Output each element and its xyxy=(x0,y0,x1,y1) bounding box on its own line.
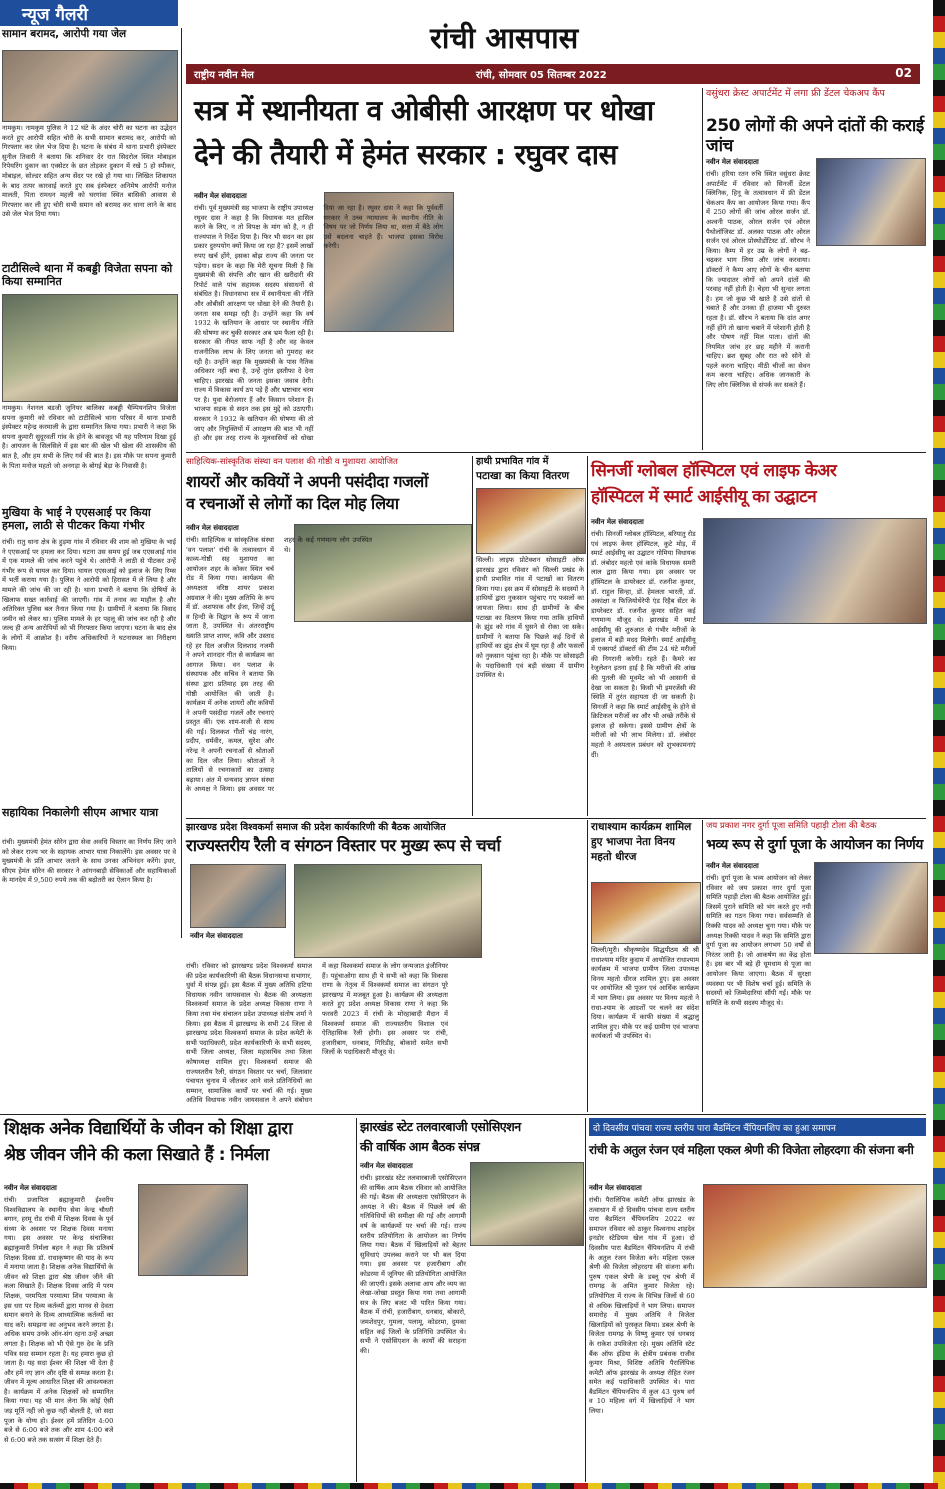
dental-story xyxy=(706,88,926,450)
radhashyam-body: सिल्ली/मुरी। श्रीकृष्णदेव सिद्धपीठम श्री श्री राधाश्याम मंदिर कुदाम में आयोजित राधाश्याम कार्यक्रम में भाजपा ग्रामीण जिला उपाध्यक्ष विनय महतो धीरज शामिल हुए। इस अवसर पर आयोजित श्री पूजन एवं आर्थिक कार्यक्रम में भाग लिया। इस अवसर पर विनय महतो ने राधा-श्याम के आदर्शों पर चलने का संदेश दिया। कार्यक्रम में काफी संख्या में श्रद्धालु शामिल हुए। मौके पर कई ग्रामीण एवं भाजपा कार्यकर्ता भी उपस्थित थे। xyxy=(591,946,699,1041)
dateline: रांची, सोमवार 05 सितम्बर 2022 xyxy=(476,70,607,81)
lead-byline: नवीन मेल संवाददाता xyxy=(194,192,247,200)
story-sahayika-title: सहायिका निकालेगी सीएम आभार यात्रा xyxy=(2,806,159,819)
poetry-headline-line2: व रचनाओं से लोगों का दिल मोह लिया xyxy=(186,494,399,513)
story-kabaddi-photo xyxy=(2,294,178,402)
right-color-strip xyxy=(933,0,945,1483)
story-kabaddi-title: टाटीसिल्वे थाना में कबड्डी विजेता सपना को किया सम्मानित xyxy=(2,262,173,288)
brand-label: राष्ट्रीय नवीन मेल xyxy=(194,70,254,81)
news-gallery-label: न्यूज गैलरी xyxy=(22,5,88,25)
story-asi-title: मुखिया के भाई ने एएसआई पर किया हमला, लाठी से पीटकर किया गंभीर xyxy=(2,506,151,532)
news-gallery-banner xyxy=(0,0,178,26)
radhashyam-story xyxy=(591,820,699,1112)
radhashyam-divider xyxy=(587,820,588,1112)
page-number: 02 xyxy=(895,66,912,80)
vishwakarma-kicker: झारखण्ड प्रदेश विश्वकर्मा समाज की प्रदेश कार्यकारिणी की बैठक आयोजित xyxy=(186,822,446,833)
fencing-byline: नवीन मेल संवाददाता xyxy=(360,1162,413,1170)
vishwakarma-photo xyxy=(190,864,286,928)
badminton-byline: नवीन मेल संवाददाता xyxy=(589,1184,642,1192)
row2-divider xyxy=(186,818,926,819)
hospital-divider xyxy=(587,456,588,816)
durga-byline: नवीन मेल संवाददाता xyxy=(706,862,759,870)
poetry-story xyxy=(186,456,470,816)
teacher-byline: नवीन मेल संवाददाता xyxy=(4,1184,57,1192)
fencing-headline-line1: झारखंड स्टेट तलवारबाजी एसोसिएशन xyxy=(360,1119,521,1134)
badminton-body: रांची। पैरालिंपिक कमेटी ऑफ झारखंड के तत्वाधान में दो दिवसीय पांचवा राज्य स्तरीय पारा बैडमिंटन चैंपियनशिप 2022 का समापन रविवार को ठाकुर विश्वनाथ शाहदेव इनडोर स्टेडियम खेल गांव में हुआ। दो दिवसीय पारा बैडमिंटन चैंपियनशिप में रांची के अतुल रंजन विजेता बने। महिला एकल श्रेणी की विजेता लोहरदगा की संजना बनी। पुरुष एकल श्रेणी के डब्लू एच श्रेणी में रामगढ़ के अमित कुमार विजेता रहे। प्रतियोगिता में राज्य के विभिन्न जिलों से 60 से अधिक खिलाड़ियों ने भाग लिया। समापन समारोह में मुख्य अतिथि ने विजेता खिलाड़ियों को पुरस्कृत किया। डबल श्रेणी के विजेता रामगढ़ के विष्णु कुमार एवं धनबाद के राकेश उपविजेता रहे। मुख्य अतिथि स्टेट बैंक ऑफ इंडिया के क्षेत्रीय प्रबंधक राजीव कुमार मिश्रा, विशिष्ट अतिथि पैरालिंपिक कमेटी ऑफ झारखंड के अध्यक्ष रोहित रंजन समेत कई पदाधिकारी उपस्थित थे। पारा बैडमिंटन चैंपियनशिप में कुल 43 पुरुष वर्ग व 10 महिला वर्ग में खिलाड़ियों ने भाग लिया। xyxy=(589,1196,695,1416)
lead-headline-line2: देने की तैयारी में हेमंत सरकार : रघुवर दास xyxy=(194,138,617,171)
vishwakarma-headline: राज्यस्तरीय रैली व संगठन विस्तार पर मुख्य रूप से चर्चा xyxy=(186,836,501,855)
story-asi-body: रांची। रातु थाना क्षेत्र के हुड़मा गांव में रविवार की शाम को मुखिया के भाई ने एएसआई पर हमला कर दिया। घटना उस समय हुई जब एएसआई गांव में एक मामले की जांच करने पहुंचे थे। आरोपी ने लाठी से पीटकर उन्हें गंभीर रूप से घायल कर दिया। घायल एएसआई को इलाज के लिए रिम्स में भर्ती कराया गया है। पुलिस ने आरोपी को हिरासत में ले लिया है और मामले की जांच की जा रही है। थाना प्रभारी ने बताया कि दोषियों के खिलाफ सख्त कार्रवाई की जाएगी। गांव में तनाव का माहौल है और अतिरिक्त पुलिस बल तैनात किया गया है। ग्रामीणों ने बताया कि विवाद जमीन को लेकर था। पुलिस मामले के हर पहलू की जांच कर रही है और जल्द ही अन्य आरोपियों को भी गिरफ्तार किया जाएगा। घटना के बाद क्षेत्र के लोगों में आक्रोश है। वरीय अधिकारियों ने घटनास्थल का निरीक्षण किया। xyxy=(2,538,176,652)
vishwakarma-body: रांची। रविवार को झारखण्ड प्रदेश विश्वकर्मा समाज की प्रदेश कार्यकारिणी की बैठक विधानसभा सभागार, धुर्वा में संपन्न हुई। इस बैठक में मुख्य अतिथि हटिया विधायक नवीन जायसवाल थे। बैठक की अध्यक्षता विश्वकर्मा समाज के प्रदेश अध्यक्ष विकास राणा ने किया तथा मंच संचालन प्रदेश उपाध्यक्ष संतोष शर्मा ने किया। इस बैठक में झारखण्ड के सभी 24 जिला से झारखण्ड प्रदेश विश्वकर्मा समाज के प्रदेश कमेटी के सभी पदाधिकारी, प्रदेश कार्यकारिणी के सभी सदस्य, सभी जिला अध्यक्ष, जिला महासचिव तथा जिला कोषाध्यक्ष शामिल हुए। विश्वकर्मा समाज की राज्यस्तरीय रैली, संगठन विस्तार पर चर्चा, जिलावार पंचायत चुनाव में जीतकर आने वाले प्रतिनिधियों का सम्मान, सामाजिक कार्यों पर चर्चा की गई। मुख्य अतिथि विधायक नवीन जायसवाल ने अपने संबोधन में कहा विश्वकर्मा समाज के लोग जन्मजात इंजीनियर हैं। पहुंचाओगा साथ ही ये सभी को कहा कि विकास राणा के नेतृत्व में विश्वकर्मा समाज का संगठन पूरे झारखण्ड में मजबूत हुआ है। कार्यक्रम की अध्यक्षता करते हुए प्रदेश अध्यक्ष विकास राणा ने कहा कि फरवरी 2023 में रांची के मोरहाबादी मैदान में विश्वकर्मा समाज की राज्यस्तरीय विशाल एवं ऐतिहासिक रैली होगी। इस अवसर पर रांची, हजारीबाग, धनबाद, गिरिडीह, बोकारो समेत सभी जिलों के पदाधिकारी मौजूद थे। xyxy=(186,962,448,1105)
radhashyam-headline: राधाश्याम कार्यक्रम शामिल हुए भाजपा नेता विनय महतो धीरज xyxy=(591,821,692,863)
lead-body: रांची। पूर्व मुख्यमंत्री सह भाजपा के राष्ट्रीय उपाध्यक्ष रघुवर दास ने कहा है कि विधायक मत हासिल करने के लिए, न तो विपक्ष के मांग को है, न ही राज्यपाल ने निर्देश दिया है। फिर भी सदन का इस प्रकार दुरुपयोग क्यों किया जा रहा है? इसमें लाखों रुपए खर्च होंगे, इसका बोझ राज्य की जनता पर पड़ेगा। सदन के कहा कि मेरी सूचना मिली है कि मुख्यमंत्री की संपत्ति और खान की खरीदारी की रिपोर्ट वाले पांच सहायक सदस्य संसाधनों से संबंधित है। विधानसभा सत्र में स्थानीयता की नीति और ओबीसी आरक्षण पर धोखा देने की तैयारी है। जनता सब समझ रही है। उन्होंने कहा कि वर्ष 1932 के खतियान के आधार पर स्थानीय नीति की घोषणा कर चुकी सरकार अब भ्रम फैला रही है। सरकार की नीयत साफ नहीं है और वह केवल राजनीतिक लाभ के लिए जनता को गुमराह कर रही है। उन्होंने कहा कि मुख्यमंत्री के पास नैतिक अधिकार नहीं बचा है, उन्हें तुरंत इस्तीफा दे देना चाहिए। झारखंड की जनता इसका जवाब देगी। राज्य में विकास कार्य ठप पड़े हैं और भ्रष्टाचार चरम पर है। युवा बेरोजगार हैं और किसान परेशान हैं। भाजपा सड़क से सदन तक इस मुद्दे को उठाएगी। सरकार ने 1932 के खतियान की घोषणा की तो जाए और नियुक्तियों में आरक्षण की बात भी नहीं हो और इस तरह राज्य के मूलवासियों को धोखा दिया जा रहा है। रघुवर दास ने कहा कि पूर्ववर्ती सरकार ने उच्च न्यायालय के स्थानीय नीति के विषय पर जो निर्णय लिया था, सत्ता में बैठे लोग उसे बदलना चाहते हैं। भाजपा इसका विरोध करेगी। xyxy=(194,204,443,443)
hospital-headline-line1: सिनर्जी ग्लोबल हॉस्पिटल एवं लाइफ केअर xyxy=(591,461,837,481)
dental-divider xyxy=(702,88,703,450)
elephant-kicker: हाथी प्रभावित गांव में xyxy=(476,456,549,467)
durga-body: रांची। दुर्गा पूजा के भव्य आयोजन को लेकर रविवार को जय प्रकाश नगर दुर्गा पूजा समिति पहाड़ी टोला की बैठक आयोजित हुई। जिसमें पुराने समिति को भंग करते हुए नयी समिति का गठन किया गया। सर्वसम्मति से रिक्की यादव को अध्यक्ष चुना गया। मौके पर अध्यक्ष रिक्की यादव ने कहा कि समिति द्वारा दुर्गा पूजा का आयोजन लगभग 50 वर्षों से निरंतर जारी है। जो आकर्षण का केंद्र होता है। इस बार भी बड़े ही धूमधाम से पूजा का आयोजन किया जाएगा। बैठक में सुरक्षा व्यवस्था पर भी विशेष चर्चा हुई। समिति के सदस्यों को जिम्मेदारियां सौंपी गईं। मौके पर समिति के सभी सदस्य मौजूद थे। xyxy=(706,874,811,1007)
elephant-photo xyxy=(476,488,586,554)
story-sahayika-body: रांची। मुख्यमंत्री हेमंत सोरेन द्वारा सेवा अवधि विस्तार का निर्णय लिए जाने को लेकर राज्य भर के सहायक आभार यात्रा निकालेंगे। इस अवसर पर वे मुख्यमंत्री के प्रति आभार जताने के साथ उनका अभिनंदन करेंगे। इधर, सीएम हेमंत सोरेन की सरकार ने आंगनबाड़ी सेविकाओं और सहायिकाओं के मानदेय में 9,500 रुपये तक की बढ़ोतरी का ऐलान किया है। xyxy=(2,838,176,885)
badminton-headline: रांची के अतुल रंजन एवं महिला एकल श्रेणी की विजेता लोहरदगा की संजना बनी xyxy=(589,1143,914,1157)
fencing-divider xyxy=(356,1118,357,1482)
header-bar xyxy=(186,64,920,84)
dental-kicker: वसुंधरा क्रेस्ट अपार्टमेंट में लगा फ्री डेंटल चेकअप कैंप xyxy=(706,88,885,99)
hospital-byline: नवीन मेल संवाददाता xyxy=(591,518,644,526)
teacher-body: रांची। प्रजापिता ब्रह्माकुमारी ईश्वरीय विश्वविद्यालय के स्थानीय सेवा केन्द्र चौधरी बगान, हरमू रोड रांची में शिक्षक दिवस के पूर्व संध्या के अवसर पर शिक्षक दिवस मनाया गया। इस अवसर पर केन्द्र संचालिका ब्रह्माकुमारी निर्मला बहन ने कहा कि प्रतिवर्ष शिक्षक दिवस डॉ. राधाकृष्णन की याद के रूप में मनाया जाता है। शिक्षक अनेक विद्यार्थियों के जीवन को शिक्षा द्वारा श्रेष्ठ जीवन जीने की कला सिखाते हैं। शिक्षक दिवस आदि में परम शिक्षक, परमपिता परमात्मा शिव परमात्मा के इस धरा पर दिव्य कर्तव्यों द्वारा मानव से देवता समान बनाने के दिव्य आध्यात्मिक कर्तव्यों का याद करें। समझना का अनुभव करने लगता है। अधिक समय उनके ऑन-संग रहना उन्हें अच्छा लगता है। शिक्षक को भी ऐसे गुरु देव के प्रति पवित्र सदा सम्मान रहता है। यह हमारा कुछ हो जाता है। यह सदा ईश्वर की शिक्षा भी देता है और हमें नए ज्ञान और दृष्टि से सम्पन्न करता है। जीवन में मूल्य आधारित शिक्षा की आवश्यकता है। कार्यक्रम में अनेक शिक्षकों को सम्मानित किया गया। यह भी मान लेना कि कोई ऐसी जड़ मूर्ति नहीं जो कुछ नहीं बोलती है, जो सदा पूजा के योग्य हो। ईश्वर हमें प्रतिदिन 4:00 बजे से 6:00 बजे तक और शाम 4:00 बजे से 6:00 बजे तक सत्संग में शिक्षा देते हैं। xyxy=(4,1196,114,1444)
left-column xyxy=(0,28,178,938)
bottom-color-strip xyxy=(0,1483,945,1489)
teacher-headline-line2: श्रेष्ठ जीवन जीने की कला सिखाते हैं : निर्मला xyxy=(4,1145,269,1165)
fencing-headline-line2: की वार्षिक आम बैठक संपन्न xyxy=(360,1139,480,1154)
story-theft-body: नामकुम। नामकुम पुलिस ने 12 घंटे के अंदर चोरी का घटना का उद्भेदन करते हुए आरोपी सहित चोरी के सभी सामान बरामद कर, आरोपी को गिरफ्तार कर जेल भेज दिया है। घटना के संबंध में थाना प्रभारी इंस्पेक्टर सुनील तिवारी ने बताया कि शनिवार देर रात सिदरोल स्थित मोबाइल रिपेयरिंग दुकान का एक्सेटर के छत तोड़कर दुकान में रखे 5 हो स्पीकर, मोबाइल, सोल्डर सहित अन्य सेंदर पर रखे हो गया था। लिखित शिकायत के बाद तत्पर कारवाई करते हुए सब इंस्पेक्टर अनिमेष आरोपी मनोज मालती, पिता रामधन महली को घरगांवा स्थित बासिकी आवास से गिरफ्तार कर ली हुए चोरी सभी समान को बरामद कर थाना लाने के बाद उसे जेल भेज दिया गया। xyxy=(2,124,176,219)
badminton-divider xyxy=(585,1118,586,1482)
row3-divider xyxy=(0,1114,926,1115)
badminton-kicker: दो दिवसीय पांचवा राज्य स्तरीय पारा बैडमिंटन चैंपियनशिप का हुआ समापन xyxy=(593,1124,836,1134)
hospital-headline-line2: हॉस्पिटल में स्मार्ट आईसीयू का उद्घाटन xyxy=(591,487,817,507)
lead-story xyxy=(186,88,702,450)
story-theft-photo xyxy=(2,50,178,122)
left-column-divider xyxy=(181,28,182,938)
teacher-story xyxy=(0,1118,354,1482)
fencing-story xyxy=(360,1118,582,1482)
teacher-headline-line1: शिक्षक अनेक विद्यार्थियों के जीवन को शिक्षा द्वारा xyxy=(4,1119,293,1139)
durga-divider xyxy=(702,820,703,1112)
section-title: रांची आसपास xyxy=(430,21,579,55)
durga-kicker: जय प्रकाश नगर दुर्गा पूजा समिति पहाड़ी टोला की बैठक xyxy=(706,821,877,831)
badminton-story xyxy=(589,1118,926,1482)
poetry-headline-line1: शायरों और कवियों ने अपनी पसंदीदा गजलों xyxy=(186,472,428,491)
lead-headline-line1: सत्र में स्थानीयता व ओबीसी आरक्षण पर धोखा xyxy=(194,94,654,127)
hospital-story xyxy=(591,456,926,806)
badminton-kicker-bar xyxy=(589,1118,926,1136)
poetry-byline: नवीन मेल संवाददाता xyxy=(186,524,239,532)
elephant-divider xyxy=(472,456,473,816)
elephant-story xyxy=(476,456,584,816)
story-kabaddi-body: नामकुम। नेशनल बडजी जुनियर बालिका कबड्डी चैम्पियनशिप विजेता सपना कुमारी को रविवार को टाटीसिल्वे थाना परिसर में थाना प्रभारी इंस्पेक्टर महेन्द्र करमाली के द्वारा सम्मानित किया गया। प्रभारी ने कहा कि सपना कुमारी सुदूरवर्ती गांव के होने के बावजूद भी यह परिणाम दिखा हुई है। आयजन के सिलसिले में इस बार की खेल भी खेला की शासकीय की बात है, और हम सभी के लिए गर्व की बात है। इस मौके पर सपना कुमारी के पिता मनोज महतो जो अनगड़ा के बोगई बेड़ा के निवासी है। xyxy=(2,404,176,470)
elephant-headline: पटाखा का किया वितरण xyxy=(476,470,570,482)
elephant-body: सिल्ली। लाइफ प्रोटेक्शन सोसाइटी ऑफ झारखंड द्वारा रविवार को सिल्ली प्रखंड के हाथी प्रभावित गांव में पटाखों का वितरण किया गया। इस क्रम में सोसाइटी के सदस्यों ने हाथियों द्वारा नुकसान पहुंचाए गए फसलों का जायजा लिया। साथ ही ग्रामीणों के बीच पटाखा का वितरण किया गया ताकि हाथियों के झुंड को गांव में घुसने से रोका जा सके। ग्रामीणों ने बताया कि पिछले कई दिनों से हाथियों का झुंड क्षेत्र में घूम रहा है और फसलों को नुकसान पहुंचा रहा है। मौके पर सोसाइटी के पदाधिकारी एवं बड़ी संख्या में ग्रामीण उपस्थित थे। xyxy=(476,556,584,680)
vishwakarma-byline: नवीन मेल संवाददाता xyxy=(190,932,243,940)
story-theft-title: सामान बरामद, आरोपी गया जेल xyxy=(2,28,127,40)
durga-headline: भव्य रूप से दुर्गा पूजा के आयोजन का निर्णय xyxy=(706,837,923,853)
poetry-body: रांची। साहित्यिक व सांस्कृतिक संस्था 'वन पलाश' रांची के तत्वावधान में काव्य-गोष्ठी सह मुशायरा का आयोजन शहर के कोकर स्थित चर्च रोड में किया गया। कार्यक्रम की अध्यक्षता वरिष्ठ शायर प्रकाश अग्रवाल ने की। मुख्य अतिथि के रूप में डॉ. अशफाक और ईजा, जिन्हें उर्दू व हिन्दी के विद्वान के रूप में जाना जाता है, उपस्थित थे। अंतरराष्ट्रीय ख्याति प्राप्त शायर, कवि और उस्ताद रहे हर दिल अजीज दिलशाद नजमी ने अपने शानदार गीत से कार्यक्रम का आगाज किया। वन पलाश के संस्थापक और सचिव ने बताया कि संस्था द्वारा प्रतिमाह इस तरह की गोष्ठी आयोजित की जाती है। कार्यक्रम में अनेक शायरों और कवियों ने अपनी पसंदीदा गजलें और रचनाएं प्रस्तुत कीं। एक शाम-सजी से साथ की गई। दिलकश गीतों चंद्र नारंग, प्रदीप, धर्मवीर, कमल, सुरेश और नरेन्द्र ने अपनी रचनाओं से श्रोताओं का दिल जीत लिया। श्रोताओं ने तालियों से रचनाकारों का उत्साह बढ़ाया। अंत में धन्यवाद ज्ञापन संस्था के अध्यक्ष ने किया। इस अवसर पर शहर के कई गणमान्य लोग उपस्थित थे। xyxy=(186,536,372,794)
radhashyam-photo xyxy=(591,882,701,944)
durga-story xyxy=(706,820,926,1112)
fencing-body: रांची। झारखंड स्टेट तलवारबाजी एसोसिएशन की वार्षिक आम बैठक रविवार को आयोजित की गई। बैठक की अध्यक्षता एसोसिएशन के अध्यक्ष ने की। बैठक में पिछले वर्ष की गतिविधियों की समीक्षा की गई और आगामी वर्ष के कार्यक्रमों पर चर्चा की गई। राज्य स्तरीय प्रतियोगिता के आयोजन का निर्णय लिया गया। बैठक में खिलाड़ियों को बेहतर सुविधाएं उपलब्ध कराने पर भी बल दिया गया। इस अवसर पर हजारीबाग और कोडरमा में जूनियर की प्रतियोगिता आयोजित की जाएगी। इसके अलावा आय और व्यय का लेखा-जोखा प्रस्तुत किया गया तथा आगामी सत्र के लिए बजट भी पारित किया गया। बैठक में रांची, हजारीबाग, धनबाद, बोकारो, जमशेदपुर, गुमला, पलामू, कोडरमा, दुमका सहित कई जिलों के प्रतिनिधि उपस्थित थे। सभी ने एसोसिएशन के कार्यों की सराहना की। xyxy=(360,1174,466,1355)
poetry-kicker: साहित्यिक-सांस्कृतिक संस्था वन पलाश की गोष्ठी व मुशायरा आयोजित xyxy=(186,457,398,467)
vishwakarma-photo-2 xyxy=(294,864,482,958)
dental-headline: 250 लोगों की अपने दांतों की कराई जांच xyxy=(706,116,924,156)
dental-body: रांची। हरिया रतन रुचि स्थित वसुंधरा क्रेस्ट अपार्टमेंट में रविवार को सिनर्जी डेंटल क्लिनिक, हिनू के तत्वावधान में फ्री डेंटल चेकअप कैंप का आयोजन किया गया। कैंप में 250 लोगों की जांच ओरल सर्जन डॉ. अश्वनी पाठक, ओरल सर्जन एवं ओरल पैथोलॉजिस्ट डॉ. अलका पाठक और ओरल सर्जन एवं ओरल प्रोस्थोडोंटिस्ट डॉ. सौरभ ने किया। कैम्प में हर उम्र के लोगों ने बढ़-चढ़कर भाग लिया और जांच करवाया। डॉक्टरों ने कैम्प आए लोगों के चीन बताया कि ज्यादातर लोगों को अपने दांतों की परवाह नहीं होती है। चेहरा भी सुन्दर लगता है। हम जो कुछ भी खाते है उसे दांतों से चबाते हैं और उनका ही हाजमा भी दुरुस्त रहता है। डॉ. सौरभ ने बताया कि दांत अगर नहीं होंगे तो खाना चबाने में परेशानी होती है और पोषण नहीं मिल पाता। दांतों की नियमित जांच हर छह महीने में करानी चाहिए। ब्रश सुबह और रात को सोने से पहले करना चाहिए। मीठी चीजों का सेवन कम करना चाहिए। अधिक जानकारी के लिए लोग क्लिनिक से संपर्क कर सकते हैं। xyxy=(706,170,810,390)
row1-divider xyxy=(186,452,926,453)
hospital-body: रांची। सिनर्जी ग्लोबल हॉस्पिटल, बरियातु रोड एवं लाइफ केयर हॉस्पिटल, कुटे मोड़, में स्मार्ट आईसीयू का उद्घाटन गोमिया विधायक डॉ. लंबोदर महतो एवं कांके विधायक समरी लाल द्वारा किया गया। इस अवसर पर हॉस्पिटल के डायरेक्टर डॉ. रजनीश कुमार, डॉ. राहुल सिन्हा, डॉ. हेमलता भारती, डॉ. अकांक्षा व फिजियोथेरेपी एंड रिहैब सेंटर के डायरेक्टर डॉ. रजनीश कुमार सहित कई गणमान्य मौजूद थे। झारखंड में स्मार्ट आईसीयू की शुरुआत से गंभीर मरीजों के इलाज में बड़ी मदद मिलेगी। स्मार्ट आईसीयू में एक्सपर्ट डॉक्टरों की टीम 24 घंटे मरीजों की निगरानी करेगी। रहते हैं। कैमरे का रेजुलेशन इतना हाई है कि मरीजों की आंख की पुतली की मूवमेंट को भी आसानी से देखा जा सकता है। किसी भी इमरजेंसी की स्थिति में तुरंत सहायता दी जा सकती है। सिनर्जी ने कहा कि स्मार्ट आईसीयू के होने से क्रिटिकल मरीजों का और भी अच्छे तरीके से इलाज हो सकेगा। इससे ग्रामीण क्षेत्रों के मरीजों को भी लाभ मिलेगा। डॉ. लंबोदर महतो ने अस्पताल प्रबंधन को शुभकामनाएं दीं। xyxy=(591,530,696,759)
dental-byline: नवीन मेल संवाददाता xyxy=(706,158,759,166)
